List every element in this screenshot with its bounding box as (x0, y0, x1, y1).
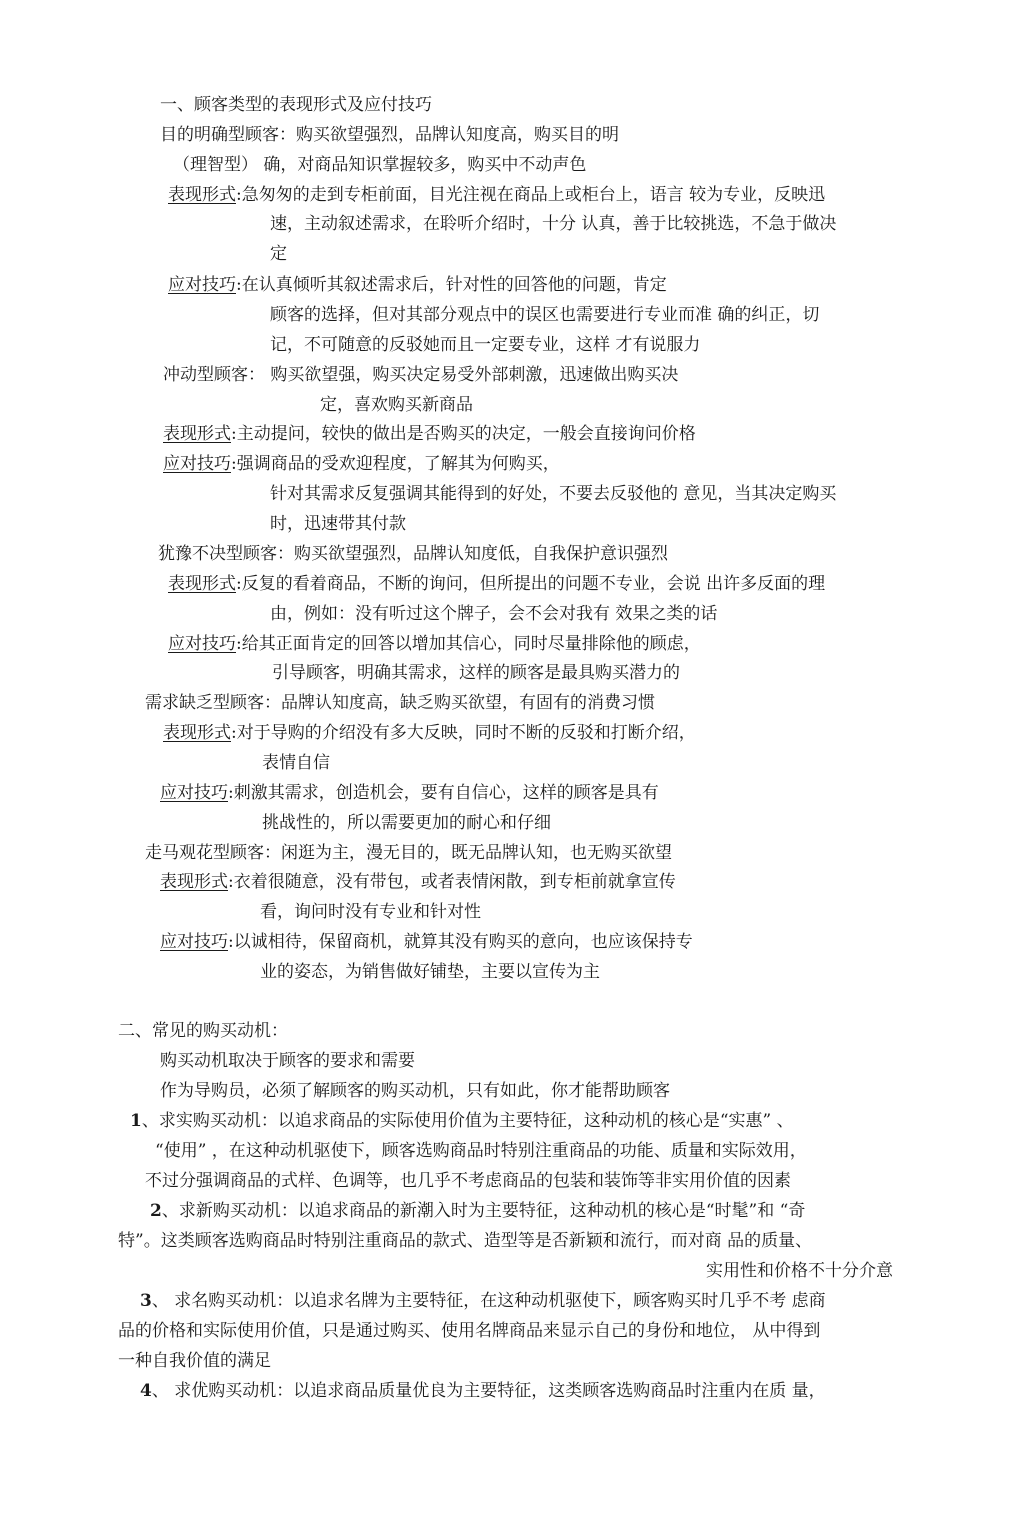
hesitant-tips-line1: 应对技巧:给其正面肯定的回答以增加其信心，同时尽量排除他的顾虑， (168, 634, 701, 654)
form-label: 表现形式 (168, 185, 236, 205)
form-label: 表现形式 (168, 574, 236, 594)
purpose-form-line2: 速，主动叙述需求，在聆听介绍时，十分 认真，善于比较挑选，不急于做决 (270, 214, 837, 234)
purpose-type-line1: 目的明确型顾客：购买欲望强烈，品牌认知度高，购买目的明 (160, 125, 619, 145)
tips-label: 应对技巧 (163, 454, 231, 474)
motive2-line2: 特”。这类顾客选购商品时特别注重商品的款式、造型等是否新颖和流行，而对商 品的质量、 (118, 1231, 813, 1251)
form-label: 表现形式 (163, 723, 231, 743)
lacking-tips-line1: 应对技巧:刺激其需求，创造机会，要有自信心，这样的顾客是具有 (160, 783, 659, 803)
hesitant-type-line1: 犹豫不决型顾客：购买欲望强烈，品牌认知度低，自我保护意识强烈 (158, 544, 668, 564)
tips-label: 应对技巧 (160, 932, 228, 952)
browsing-type-line1: 走马观花型顾客：闲逛为主，漫无目的，既无品牌认知，也无购买欲望 (145, 843, 672, 863)
browsing-tips-line2: 业的姿态，为销售做好铺垫，主要以宣传为主 (260, 962, 600, 982)
tips-label: 应对技巧 (168, 275, 236, 295)
lacking-form-line1: 表现形式:对于导购的介绍没有多大反映，同时不断的反驳和打断介绍， (163, 723, 696, 743)
purpose-form-line3: 定 (270, 244, 287, 264)
lacking-form-line2: 表情自信 (262, 753, 330, 773)
impulse-type-line2: 定，喜欢购买新商品 (320, 395, 473, 415)
motive1-line2: “使用” ，在这种动机驱使下，顾客选购商品时特别注重商品的功能、质量和实际效用， (155, 1141, 807, 1161)
purpose-form-line1: 表现形式:急匆匆的走到专柜前面，目光注视在商品上或柜台上，语言 较为专业，反映迅 (168, 185, 826, 205)
section2-intro2: 作为导购员，必须了解顾客的购买动机，只有如此，你才能帮助顾客 (160, 1081, 670, 1101)
impulse-type-line1: 冲动型顾客： 购买欲望强，购买决定易受外部刺激，迅速做出购买决 (163, 365, 679, 385)
section2-intro1: 购买动机取决于顾客的要求和需要 (160, 1051, 415, 1071)
motive3-line3: 一种自我价值的满足 (118, 1351, 271, 1371)
motive3-line2: 品的价格和实际使用价值，只是通过购买、使用名牌商品来显示自己的身份和地位， 从中得到 (118, 1321, 821, 1341)
hesitant-form-line2: 由，例如：没有听过这个牌子，会不会对我有 效果之类的话 (270, 604, 718, 624)
motive2-line3: 实用性和价格不十分介意 (706, 1261, 893, 1281)
motive2-line1: 2、求新购买动机：以追求商品的新潮入时为主要特征，这种动机的核心是“时髦”和 “奇 (150, 1201, 806, 1221)
form-label: 表现形式 (163, 424, 231, 444)
tips-label: 应对技巧 (160, 783, 228, 803)
lacking-type-line1: 需求缺乏型顾客：品牌认知度高，缺乏购买欲望，有固有的消费习惯 (145, 693, 655, 713)
impulse-tips-line1: 应对技巧:强调商品的受欢迎程度，了解其为何购买， (163, 454, 560, 474)
motive3-line1: 3、 求名购买动机：以追求名牌为主要特征，在这种动机驱使下，顾客购买时几乎不考 虑商 (140, 1291, 826, 1311)
hesitant-tips-line2: 引导顾客，明确其需求，这样的顾客是最具购买潜力的 (272, 663, 680, 683)
purpose-tips-line2: 顾客的选择，但对其部分观点中的误区也需要进行专业而准 确的纠正，切 (270, 305, 820, 325)
impulse-form-line1: 表现形式:主动提问，较快的做出是否购买的决定，一般会直接询问价格 (163, 424, 696, 444)
section2-heading: 二、常见的购买动机： (118, 1021, 288, 1041)
section1-heading: 一、顾客类型的表现形式及应付技巧 (160, 95, 432, 115)
motive-number: 4 (140, 1381, 152, 1401)
impulse-tips-line3: 时，迅速带其付款 (270, 514, 406, 534)
motive4-line1: 4、 求优购买动机：以追求商品质量优良为主要特征，这类顾客选购商品时注重内在质 量， (140, 1381, 826, 1401)
tips-label: 应对技巧 (168, 634, 236, 654)
motive1-line1: 1、求实购买动机：以追求商品的实际使用价值为主要特征，这种动机的核心是“实惠” 、 (130, 1111, 794, 1131)
browsing-form-line1: 表现形式:衣着很随意，没有带包，或者表情闲散，到专柜前就拿宣传 (160, 872, 676, 892)
motive-number: 2 (150, 1201, 162, 1221)
purpose-tips-line1: 应对技巧:在认真倾听其叙述需求后，针对性的回答他的问题，肯定 (168, 275, 667, 295)
browsing-form-line2: 看，询问时没有专业和针对性 (260, 902, 481, 922)
hesitant-form-line1: 表现形式:反复的看着商品，不断的询问，但所提出的问题不专业，会说 出许多反面的理 (168, 574, 826, 594)
motive-number: 3 (140, 1291, 152, 1311)
lacking-tips-line2: 挑战性的，所以需要更加的耐心和仔细 (262, 813, 551, 833)
form-label: 表现形式 (160, 872, 228, 892)
purpose-tips-line3: 记，不可随意的反驳她而且一定要专业，这样 才有说服力 (270, 335, 701, 355)
purpose-type-line2: （理智型） 确，对商品知识掌握较多，购买中不动声色 (173, 155, 587, 175)
impulse-tips-line2: 针对其需求反复强调其能得到的好处，不要去反驳他的 意见，当其决定购买 (270, 484, 837, 504)
motive-number: 1 (130, 1111, 142, 1131)
motive1-line3: 不过分强调商品的式样、色调等，也几乎不考虑商品的包装和装饰等非实用价值的因素 (145, 1171, 791, 1191)
browsing-tips-line1: 应对技巧:以诚相待，保留商机，就算其没有购买的意向，也应该保持专 (160, 932, 693, 952)
